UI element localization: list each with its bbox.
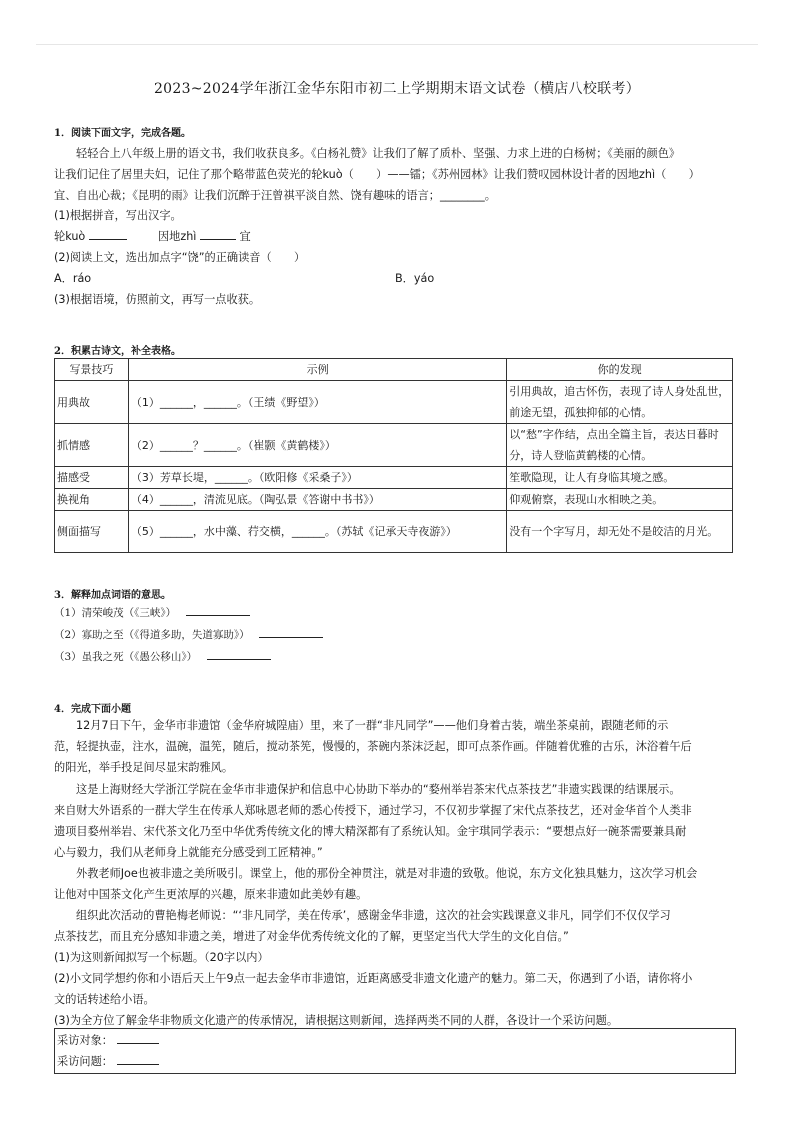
q1-line-1: 轻轻合上八年级上册的语文书，我们收获良多。《白杨礼赞》让我们了解了质朴、坚强、力求上进的白杨树；《美丽的颜色》 xyxy=(76,147,681,160)
interview-box xyxy=(54,1028,736,1074)
q4-sub-2a: (2)小文同学想约你和小语后天上午9点一起去金华市非遗馆，近距离感受非遗文化遗产的魅力。第二天，你遇到了小语，请你将小 xyxy=(54,972,693,985)
table-header-row xyxy=(55,359,733,381)
cell-example[interactable]: （5）______，水中藻、荇交横，______。（苏轼《记承天寺夜游》） xyxy=(128,511,506,553)
q3-item-2-text: （2）寡助之至（《得道多助，失道寡助》） xyxy=(54,629,250,641)
q4-p2b: 来自财大外语系的一群大学生在传承人郑咏恩老师的悉心传授下，通过学习，不仅初步掌握了宋代点茶技艺，还对金华首个人类非 xyxy=(54,804,692,817)
q1-sub-3: (3)根据语境，仿照前文，再写一点收获。 xyxy=(54,293,261,306)
cell-technique: 抓情感 xyxy=(55,424,129,467)
q3-item-3 xyxy=(54,649,271,664)
q4-p4a: 组织此次活动的曹艳梅老师说：“‘非凡同学，美在传承’，感谢金华非遗，这次的社会实践课意义非凡，同学们不仅仅学习 xyxy=(76,909,671,922)
page-title: 2023~2024学年浙江金华东阳市初二上学期期末语文试卷（横店八校联考） xyxy=(153,81,641,97)
cell-example[interactable]: （2）______？______。（崔颢《黄鹤楼》） xyxy=(128,424,506,467)
q3-item-2-blank[interactable] xyxy=(259,627,323,638)
q3-item-3-blank[interactable] xyxy=(207,649,271,660)
header-finding: 你的发现 xyxy=(507,359,733,381)
cell-finding: 笙歌隐现，让人有身临其境之感。 xyxy=(507,467,733,489)
interview-question-label: 采访问题： xyxy=(57,1055,113,1068)
q3-item-3-text: （3）虽我之死（《愚公移山》） xyxy=(54,651,198,663)
header-rule xyxy=(36,44,758,45)
cell-finding: 引用典故，追古怀伤，表现了诗人身处乱世，前途无望，孤独抑郁的心情。 xyxy=(507,381,733,424)
poetry-table xyxy=(54,358,733,553)
q1-passage xyxy=(54,143,744,164)
header-example: 示例 xyxy=(128,359,506,381)
interview-question-row xyxy=(57,1053,159,1069)
table-row xyxy=(55,424,733,467)
q4-p2a: 这是上海财经大学浙江学院在金华市非遗保护和信息中心协助下举办的“婺州举岩茶宋代点茶技艺”非遗实践课的结课展示。 xyxy=(76,783,681,796)
q4-p2d: 心与毅力，我们从老师身上就能充分感受到工匠精神。” xyxy=(54,846,323,859)
q1-heading: 1．阅读下面文字，完成各题。 xyxy=(54,128,191,139)
q4-p4b: 点茶技艺，而且充分感知非遗之美，增进了对金华优秀传统文化的了解，更坚定当代大学生的文化自信。” xyxy=(54,930,569,943)
q4-p1b: 范，轻提执壶，注水，温碗，温筅，随后，搅动茶筅，慢慢的，茶碗内茶沫泛起，即可点茶作画。伴随着优雅的古乐，沐浴着午后 xyxy=(54,740,692,753)
q3-item-1-text: （1）清荣峻茂（《三峡》） xyxy=(54,607,177,619)
q1-fill-row xyxy=(54,228,251,244)
q2-heading: 2．积累古诗文，补全表格。 xyxy=(54,346,181,357)
q3-item-2 xyxy=(54,627,323,642)
q3-item-1-blank[interactable] xyxy=(186,605,250,616)
q3-item-1 xyxy=(54,605,250,620)
header-technique: 写景技巧 xyxy=(55,359,129,381)
q4-p1a: 12月7日下午，金华市非遗馆（金华府城隍庙）里，来了一群“非凡同学”——他们身着古装，端坐茶桌前，跟随老师的示 xyxy=(76,719,669,732)
q1-sub-2: (2)阅读上文，选出加点字“饶”的正确读音（ ） xyxy=(54,251,306,264)
table-row xyxy=(55,489,733,511)
cell-example[interactable]: （4）______，清流见底。（陶弘景《答谢中书书》） xyxy=(128,489,506,511)
interview-object-blank[interactable] xyxy=(117,1033,159,1044)
interview-object-label: 采访对象： xyxy=(57,1034,113,1047)
q1-option-b[interactable]: B．yáo xyxy=(395,272,435,285)
q4-sub-3: (3)为全方位了解金华非物质文化遗产的传承情况，请根据这则新闻，选择两类不同的人群，各设计一个采访问题。 xyxy=(54,1014,619,1027)
q1-line-3: 宜、自出心裁；《昆明的雨》让我们沉醉于汪曾祺平淡自然、饶有趣味的语言；________。 xyxy=(54,189,496,202)
q4-p3a: 外教老师Joe也被非遗之美所吸引。课堂上，他的那份全神贯注，就是对非遗的致敬。他说，东方文化独具魅力，这次学习机会 xyxy=(76,867,698,880)
cell-technique: 用典故 xyxy=(55,381,129,424)
cell-finding: 以“愁”字作结，点出全篇主旨，表达日暮时分，诗人登临黄鹤楼的心情。 xyxy=(507,424,733,467)
cell-technique: 侧面描写 xyxy=(55,511,129,553)
q4-p1c: 的阳光，举手投足间尽显宋韵雅风。 xyxy=(54,761,234,774)
q4-p3b: 让他对中国茶文化产生更浓厚的兴趣，原来非遗如此美妙有趣。 xyxy=(54,888,368,901)
q1-fill-b-blank[interactable] xyxy=(200,229,236,240)
cell-example[interactable]: （3）芳草长堤，______。（欧阳修《采桑子》） xyxy=(128,467,506,489)
q1-line-2: 让我们记住了居里夫妇，记住了那个略带蓝色荧光的轮kuò（ ）——镭；《苏州园林》让我们赞叹园林设计者的因地zhì（ ） xyxy=(54,168,700,181)
table-row xyxy=(55,467,733,489)
q4-p2c: 遗项目婺州举岩、宋代茶文化乃至中华优秀传统文化的博大精深都有了系统认知。金宇琪同学表示：“要想点好一碗茶需要兼具耐 xyxy=(54,825,687,838)
q4-sub-2b: 文的话转述给小语。 xyxy=(54,993,155,1006)
q1-option-a[interactable]: A．ráo xyxy=(54,272,92,285)
interview-object-row xyxy=(57,1032,159,1048)
q4-heading: 4．完成下面小题 xyxy=(54,704,131,715)
q1-fill-a-label: 轮kuò xyxy=(54,230,86,243)
cell-example[interactable]: （1）______，______。（王绩《野望》） xyxy=(128,381,506,424)
q4-sub-1: (1)为这则新闻拟写一个标题。（20字以内） xyxy=(54,951,269,964)
table-row xyxy=(55,381,733,424)
cell-finding: 没有一个字写月，却无处不是皎洁的月光。 xyxy=(507,511,733,553)
cell-technique: 描感受 xyxy=(55,467,129,489)
q1-sub-1: (1)根据拼音，写出汉字。 xyxy=(54,209,182,222)
interview-question-blank[interactable] xyxy=(117,1054,159,1065)
q1-fill-a-blank[interactable] xyxy=(89,229,127,240)
cell-finding: 仰观俯察，表现山水相映之美。 xyxy=(507,489,733,511)
q3-heading: 3．解释加点词语的意思。 xyxy=(54,590,171,601)
table-row xyxy=(55,511,733,553)
cell-technique: 换视角 xyxy=(55,489,129,511)
q1-fill-b-label: 因地zhì xyxy=(157,230,197,243)
q1-fill-b-tail: 宜 xyxy=(239,230,251,243)
